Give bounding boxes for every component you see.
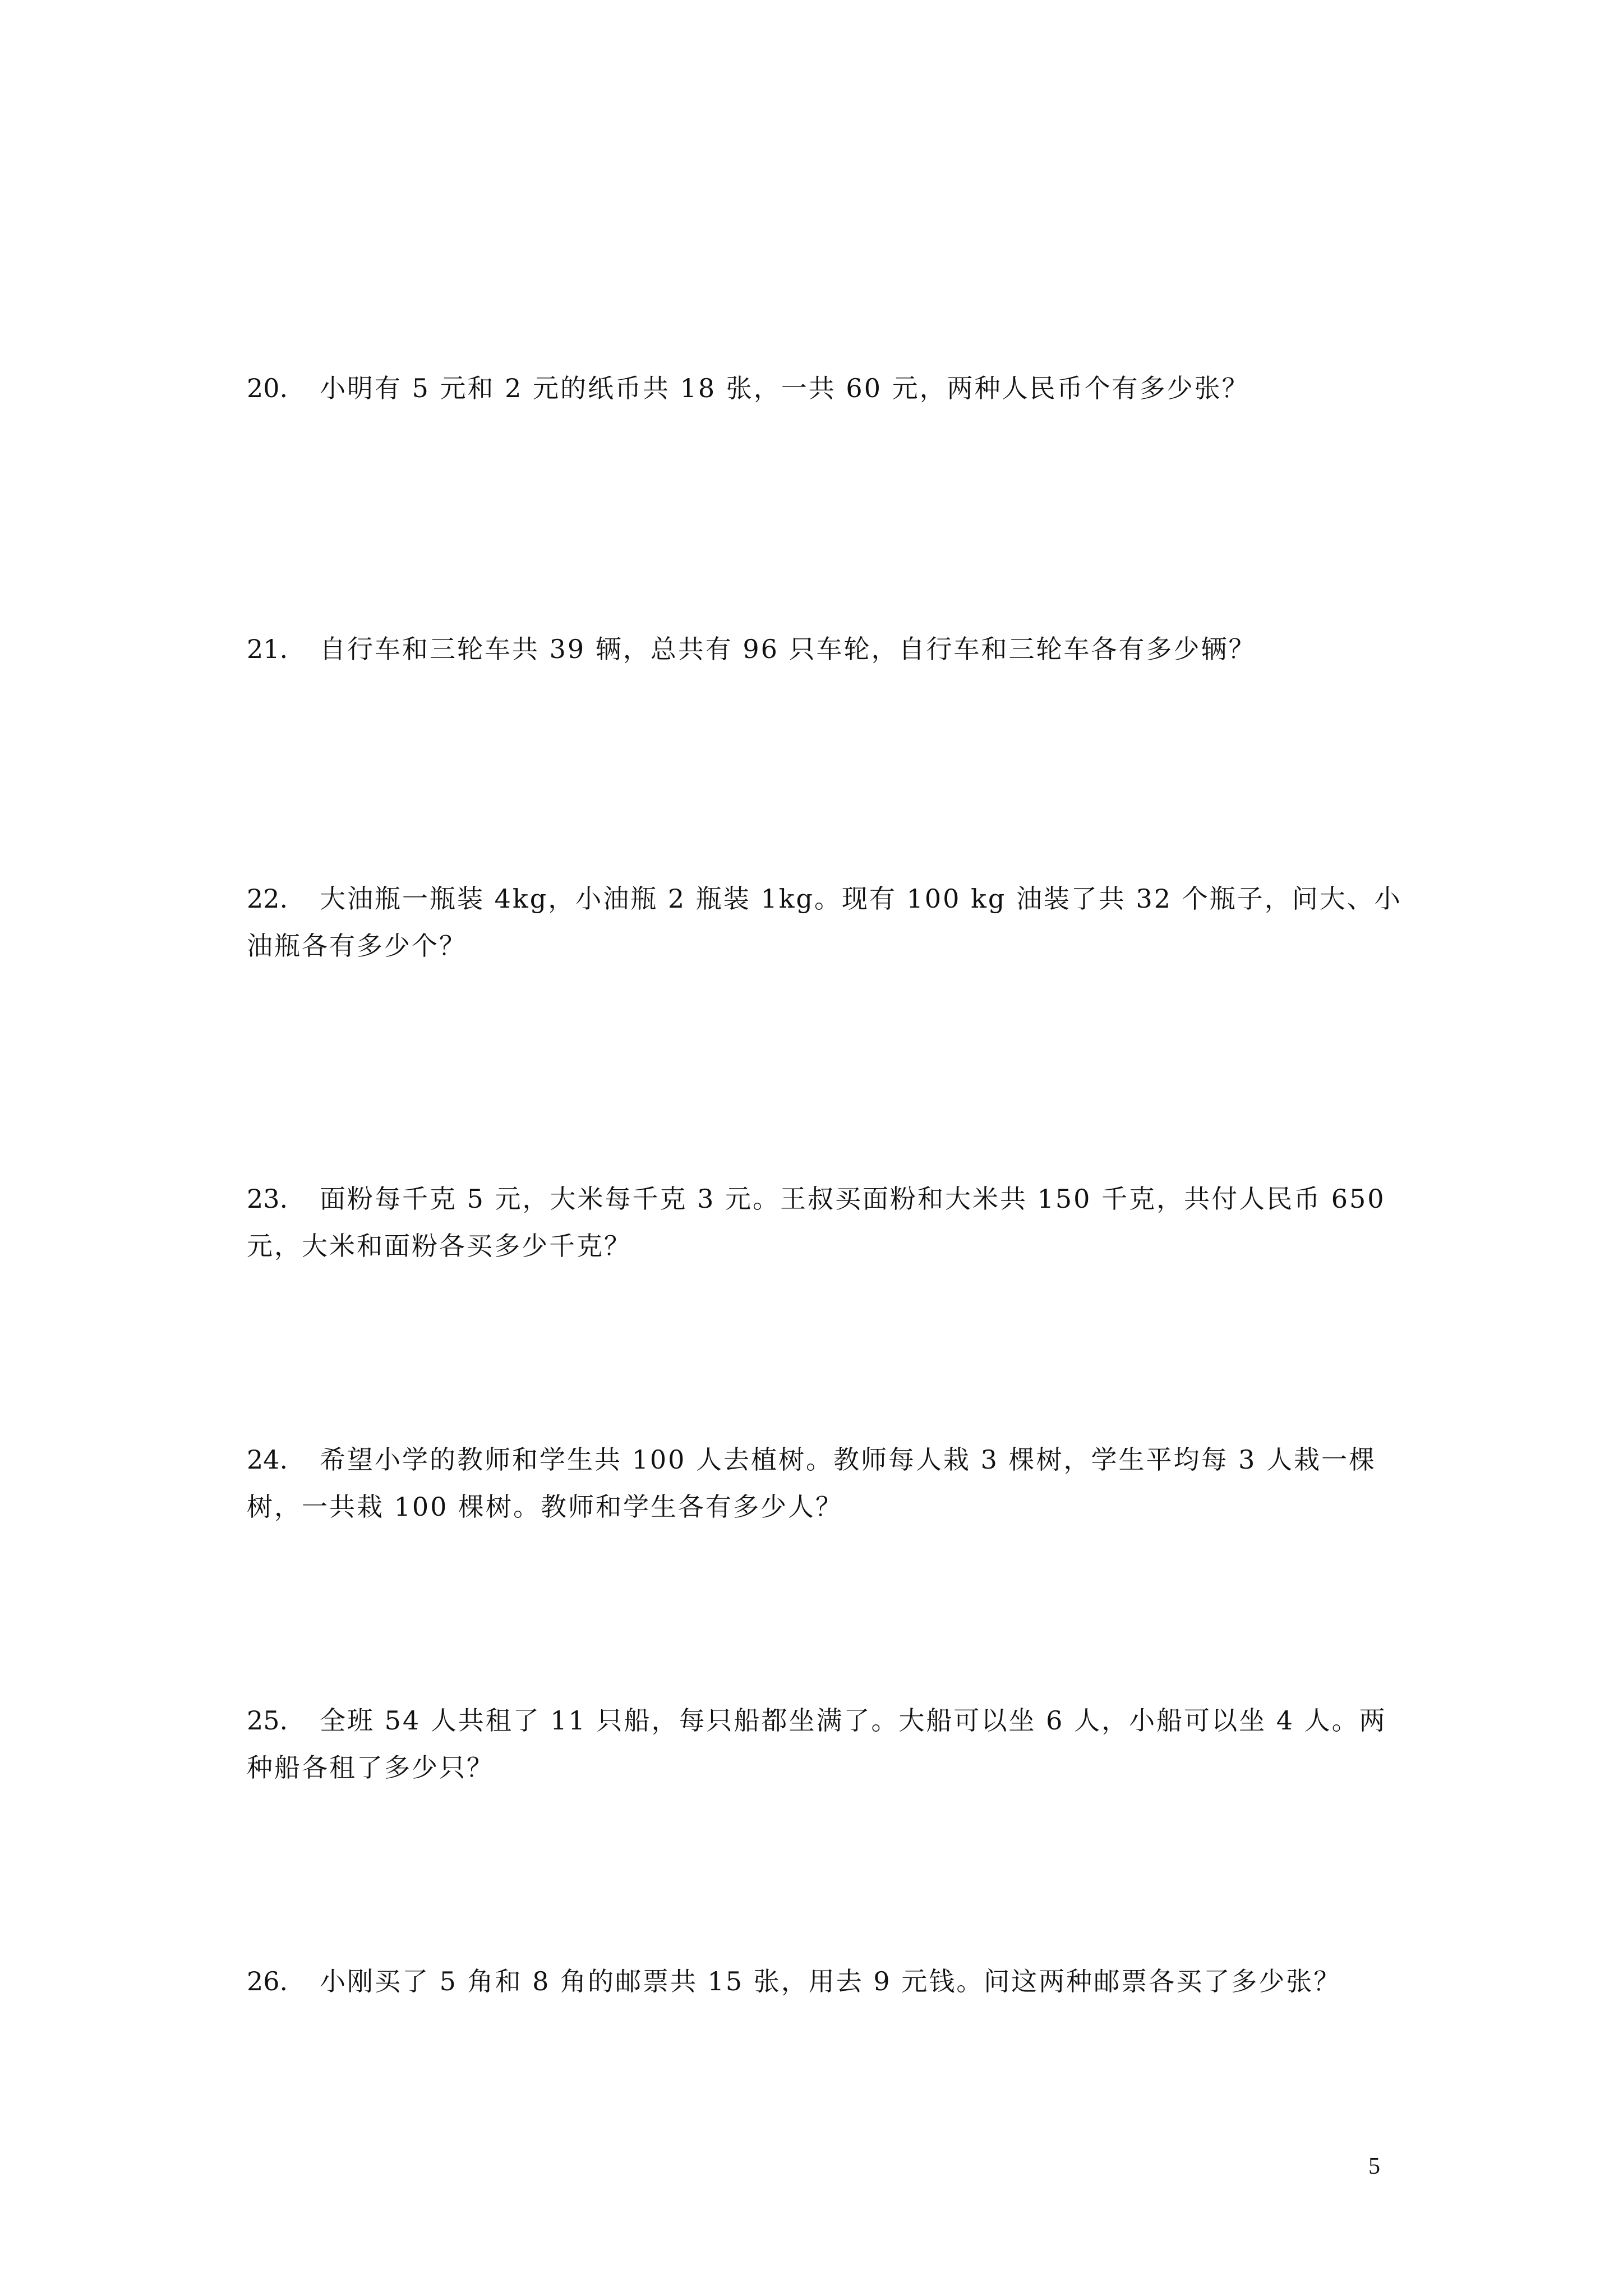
problem-number: 20. <box>247 373 288 403</box>
problem-23 <box>247 1175 1413 1269</box>
problem-number: 21. <box>247 634 288 664</box>
problem-20 <box>247 365 1413 412</box>
problem-21 <box>247 625 1413 673</box>
problem-text: 面粉每千克 5 元，大米每千克 3 元。王叔买面粉和大米共 150 千克，共付人民币 650 元，大米和面粉各买多少千克？ <box>247 1184 1386 1261</box>
problem-number: 23. <box>247 1184 288 1214</box>
problem-text: 希望小学的教师和学生共 100 人去植树。教师每人栽 3 棵树，学生平均每 3 人栽一棵树，一共栽 100 棵树。教师和学生各有多少人？ <box>247 1444 1377 1522</box>
problem-number: 22. <box>247 884 288 914</box>
problem-number: 25. <box>247 1705 288 1736</box>
problem-22 <box>247 875 1413 969</box>
problem-text: 小刚买了 5 角和 8 角的邮票共 15 张，用去 9 元钱。问这两种邮票各买了多少张？ <box>320 1966 1341 1996</box>
problem-number: 26. <box>247 1966 288 1996</box>
problem-text: 自行车和三轮车共 39 辆，总共有 96 只车轮，自行车和三轮车各有多少辆？ <box>320 634 1256 664</box>
problem-text: 全班 54 人共租了 11 只船，每只船都坐满了。大船可以坐 6 人，小船可以坐 4 人。两种船各租了多少只？ <box>247 1705 1387 1783</box>
problem-text: 小明有 5 元和 2 元的纸币共 18 张，一共 60 元，两种人民币个有多少张？ <box>320 373 1249 403</box>
problem-26 <box>247 1958 1413 2005</box>
problem-text: 大油瓶一瓶装 4kg，小油瓶 2 瓶装 1kg。现有 100 kg 油装了共 32 个瓶子，问大、小油瓶各有多少个？ <box>247 884 1402 961</box>
problem-25 <box>247 1697 1413 1791</box>
problem-24 <box>247 1436 1413 1530</box>
problem-number: 24. <box>247 1444 288 1475</box>
page-number: 5 <box>1368 2154 1380 2179</box>
